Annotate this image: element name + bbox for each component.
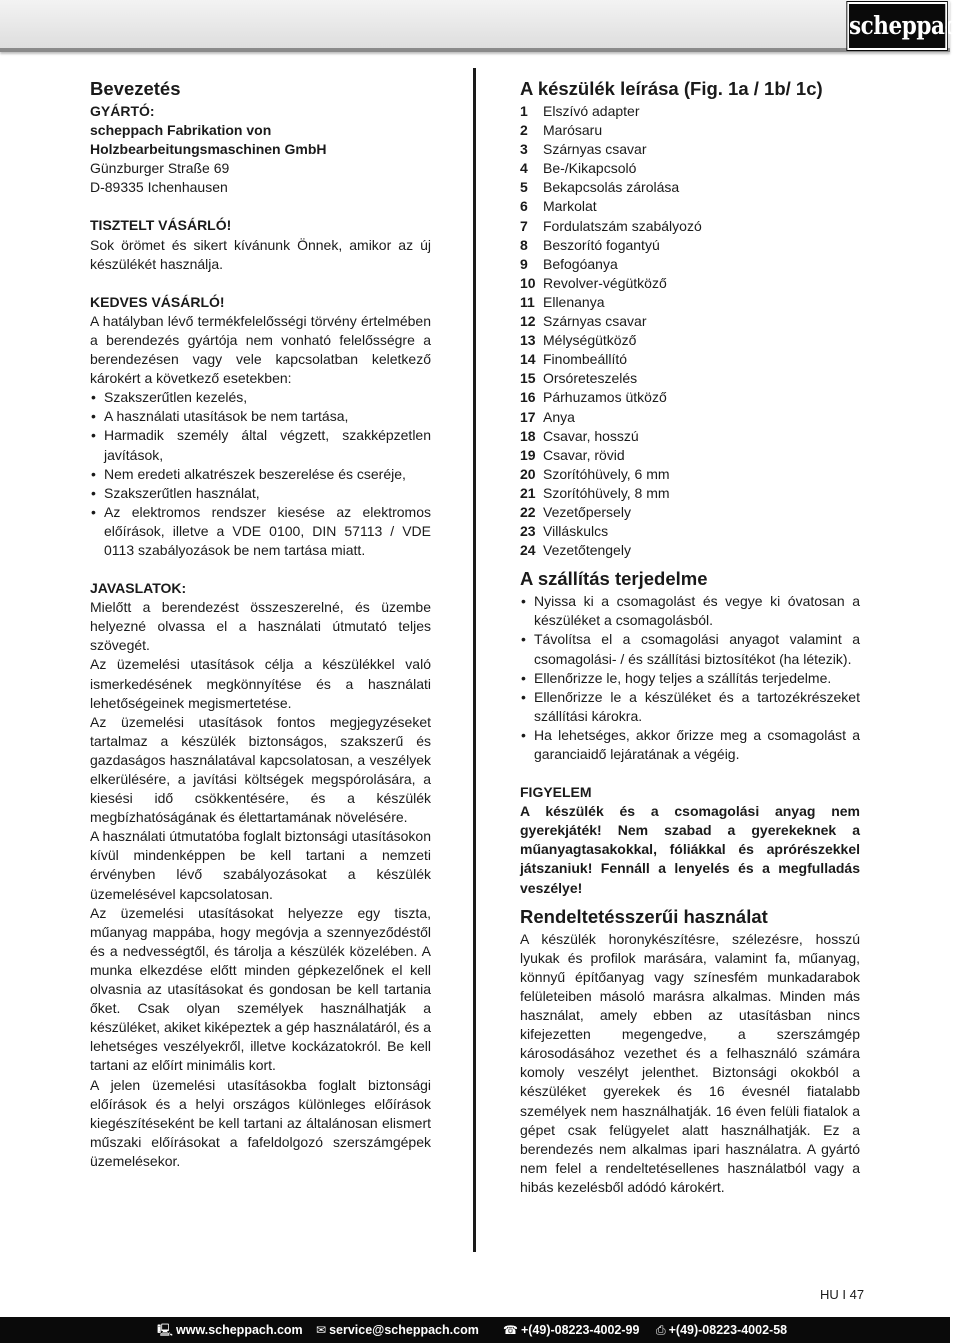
part-number: 13 [520, 332, 536, 349]
part-label: Bekapcsolás zárolása [543, 179, 680, 196]
part-row [520, 503, 860, 522]
part-number: 6 [520, 198, 528, 215]
part-row [520, 236, 860, 255]
company-line-2: Holzbearbeitungsmaschinen GmbH [90, 141, 327, 158]
footer-fax-text: +(49)-08223-4002-58 [668, 1323, 788, 1337]
recommendation-paragraph: A jelen üzemelési utasításokba foglalt biztonsági előírások és a helyi országos különleges előírások kiegészítéseként be kell tartani az általánosan elismert műszaki előírásokat a fafeldolgozó szerszámgépek üzemelésekor. [90, 1076, 431, 1169]
part-label: Be-/Kikapcsoló [543, 160, 637, 177]
monitor-icon: 🖳 [157, 1323, 174, 1337]
part-label: Villáskulcs [543, 523, 609, 540]
parts-list [520, 102, 860, 560]
part-row [520, 541, 860, 560]
delivery-item: • Nyissa ki a csomagolást és vegye ki óvatosan a készüléket a csomagolásból. [520, 592, 860, 630]
part-label: Vezetőpersely [543, 503, 631, 520]
delivery-item: • Ha lehetséges, akkor őrizze meg a csomagolást a garanciaidő lejáratának a végéig. [520, 726, 860, 764]
part-label: Beszorító fogantyú [543, 236, 660, 253]
part-number: 12 [520, 313, 536, 330]
recommendation-paragraph: Az üzemelési utasítások célja a készülékkel való ismerkedésének megkönnyítése és a használati lehetőségeinek megismertetése. [90, 656, 431, 711]
part-number: 7 [520, 217, 528, 234]
manufacturer-label: GYÁRTÓ: [90, 103, 155, 119]
part-row [520, 465, 860, 484]
part-row [520, 522, 860, 541]
part-number: 14 [520, 351, 536, 368]
part-number: 15 [520, 370, 536, 387]
part-row [520, 159, 860, 178]
part-row [520, 102, 860, 121]
delivery-item: • Ellenőrizze le, hogy teljes a szállítás terjedelme. [520, 669, 860, 688]
part-row [520, 369, 860, 388]
part-label: Párhuzamos ütköző [543, 389, 667, 406]
street-address: Günzburger Straße 69 [90, 160, 230, 177]
footer-email-text: service@scheppach.com [329, 1323, 479, 1337]
part-number: 5 [520, 179, 528, 196]
liability-list [90, 388, 431, 560]
part-number: 3 [520, 141, 528, 158]
liability-item: • Nem eredeti alkatrészek beszerelése és cseréje, [90, 465, 431, 484]
part-number: 21 [520, 484, 536, 501]
header-bar [0, 0, 972, 52]
part-number: 16 [520, 389, 536, 406]
part-number: 18 [520, 427, 536, 444]
part-label: Revolver-végütköző [543, 274, 667, 291]
part-row [520, 121, 860, 140]
recommendation-paragraph: Mielőtt a berendezést összeszerelné, és üzembe helyezné olvassa el a használati útmutató teljes szövegét. [90, 599, 431, 654]
delivery-item: • Távolítsa el a csomagolási anyagot valamint a csomagolási- / és szállítási biztosítékot (ha létezik). [520, 630, 860, 668]
parts-title: A készülék leírása (Fig. 1a / 1b/ 1c) [520, 78, 823, 99]
company-line-1: scheppach Fabrikation von [90, 122, 272, 139]
part-number: 8 [520, 236, 528, 253]
recommendation-paragraph: Az üzemelési utasítások fontos megjegyzéseket tartalmaz a készülék biztonságos, szakszerű és gazdaságos használatával kapcsolatosan, a veszélyek elkerülésére, a javítási költségek megspórolására, a kiesési idő csökkentésére, és a készülék megbízhatóságának és élettartamának növelésére. [90, 713, 431, 826]
part-label: Mélységütköző [543, 332, 637, 349]
dear-customer-title: TISZTELT VÁSÁRLÓ! [90, 217, 232, 234]
part-row [520, 197, 860, 216]
delivery-title: A szállítás terjedelme [520, 568, 708, 590]
liability-item: • Az elektromos rendszer kiesése az elektromos előírások, illetve a VDE 0100, DIN 57113 / VDE 0113 szabályozások be nem tartása miatt. [90, 503, 431, 560]
part-number: 17 [520, 408, 536, 425]
brand-logo: scheppach [847, 2, 947, 50]
recommendations-title: JAVASLATOK: [90, 580, 187, 597]
part-number: 19 [520, 446, 536, 463]
part-number: 11 [520, 293, 535, 310]
part-label: Vezetőtengely [543, 542, 631, 559]
part-number: 2 [520, 122, 528, 139]
part-row [520, 140, 860, 159]
part-label: Csavar, hosszú [543, 427, 639, 444]
footer-fax [656, 1317, 787, 1343]
recommendation-paragraph: A használati útmutatóba foglalt biztonsági utasításokon kívül mindenképpen be kell tartani a nemzeti érvényben lévő szabályozásokat a készülék üzemelésével kapcsolatosan. [90, 828, 431, 902]
footer-phone [503, 1317, 639, 1343]
fax-icon: ⎙ [656, 1323, 666, 1337]
dear-buyer-text: A hatályban lévő termékfelelősségi törvény értelmében a berendezés gyártója nem vonható felelősségre a berendezésen vagy vele kapcsolatban keletkező károkért a következő esetekben: [90, 312, 431, 387]
liability-item: • A használati utasítások be nem tartása, [90, 407, 431, 426]
part-number: 22 [520, 503, 536, 520]
part-label: Ellenanya [543, 293, 605, 310]
part-row [520, 255, 860, 274]
part-number: 24 [520, 542, 536, 559]
footer-phone-text: +(49)-08223-4002-99 [520, 1323, 640, 1337]
part-label: Csavar, rövid [543, 446, 625, 463]
liability-item: • Szakszerűtlen kezelés, [90, 388, 431, 407]
footer-web[interactable] [157, 1317, 303, 1343]
delivery-item: • Ellenőrizze le a készüléket és a tartozékrészeket szállítási károkra. [520, 688, 860, 726]
page-number: HU I 47 [820, 1287, 865, 1302]
recommendation-paragraph: Az üzemelési utasításokat helyezze egy tiszta, műanyag mappába, hogy megóvja a szennyeződéstől és a nedvességtől, és tárolja a készülék közelében. A munka elkezdése előtt minden gépkezelőnek el kell olvasnia az utasításokat és gondosan be kell tartania őket. Csak olyan személyek használhatják a készüléket, akiket kiképeztek a gép használatáról, és a lehetséges veszélyekről, illetve kockázatokról. Be kell tartani az előírt minimális kort. [90, 904, 431, 1074]
part-label: Szárnyas csavar [543, 141, 647, 158]
part-row [520, 408, 860, 427]
part-row [520, 350, 860, 369]
part-label: Szorítóhüvely, 6 mm [543, 465, 670, 482]
delivery-list [520, 592, 860, 764]
part-row [520, 312, 860, 331]
part-label: Markolat [543, 198, 597, 215]
intended-use-title: Rendeltetésszerűi használat [520, 905, 768, 927]
part-row [520, 217, 860, 236]
liability-item: • Szakszerűtlen használat, [90, 484, 431, 503]
part-row [520, 446, 860, 465]
part-row [520, 331, 860, 350]
part-number: 1 [520, 103, 528, 119]
intended-use-text: A készülék horonykészítésre, szélezésre, hosszú lyukak és profilok marására, valamint fa, műanyag, könnyű építőanyag vagy színesfém munkadarabok felületeiben másoló marásra alkalmas. Minden más használat, amely ebben az utasításban nincs kifejezetten megengedve, a szerszámgép károsodásához vezethet és a felhasználó számára komoly veszélyt jelenthet. Biztonsági okokból a készüléket gyerekek és 16 évesnél fiatalabb személyek nem használhatják. 16 éven felüli fiatalok a gépet csak felügyelet alatt használhatják. Ez a berendezés nem alkalmas ipari használatra. A gyártó nem felel a rendeltetésellenes használatból vagy a hibás kezelésből adódó károkért. [520, 930, 860, 1195]
part-number: 10 [520, 274, 536, 291]
left-column [90, 78, 431, 1171]
part-row [520, 427, 860, 446]
dear-buyer-title: KEDVES VÁSÁRLÓ! [90, 293, 225, 310]
part-row [520, 484, 860, 503]
attention-text: A készülék és a csomagolási anyag nem gyerekjáték! Nem szabad a gyerekeknek a műanyagtasakokkal, fóliákkal és aprórészekkel játszaniuk! Fennáll a lenyelés és a megfulladás veszélye! [520, 803, 860, 896]
part-label: Orsóreteszelés [543, 370, 638, 387]
part-label: Szárnyas csavar [543, 313, 647, 330]
part-number: 4 [520, 160, 528, 177]
part-label: Befogóanya [543, 255, 618, 272]
footer-bar [0, 1317, 950, 1343]
part-number: 20 [520, 465, 536, 482]
phone-icon: ☎ [503, 1323, 518, 1337]
part-label: Elszívó adapter [543, 103, 640, 119]
part-label: Fordulatszám szabályozó [543, 217, 702, 234]
part-number: 23 [520, 523, 536, 540]
mail-icon: ✉ [316, 1323, 327, 1337]
right-column [520, 78, 860, 1197]
column-divider [473, 68, 476, 1252]
city-address: D-89335 Ichenhausen [90, 179, 228, 196]
dear-customer-text: Sok örömet és sikert kívánunk Önnek, amikor az új készülékét használja. [90, 236, 431, 272]
footer-email[interactable] [316, 1317, 479, 1343]
part-label: Finombeállító [543, 351, 628, 368]
part-row [520, 178, 860, 197]
part-row [520, 388, 860, 407]
attention-title: FIGYELEM [520, 784, 592, 801]
part-label: Szorítóhüvely, 8 mm [543, 484, 670, 501]
part-number: 9 [520, 255, 528, 272]
part-row [520, 293, 860, 312]
intro-title: Bevezetés [90, 78, 181, 99]
part-label: Marósaru [543, 122, 603, 139]
liability-item: • Harmadik személy által végzett, szakképzetlen javítások, [90, 426, 431, 464]
footer-web-text: www.scheppach.com [176, 1323, 303, 1337]
part-row [520, 274, 860, 293]
part-label: Anya [543, 408, 575, 425]
